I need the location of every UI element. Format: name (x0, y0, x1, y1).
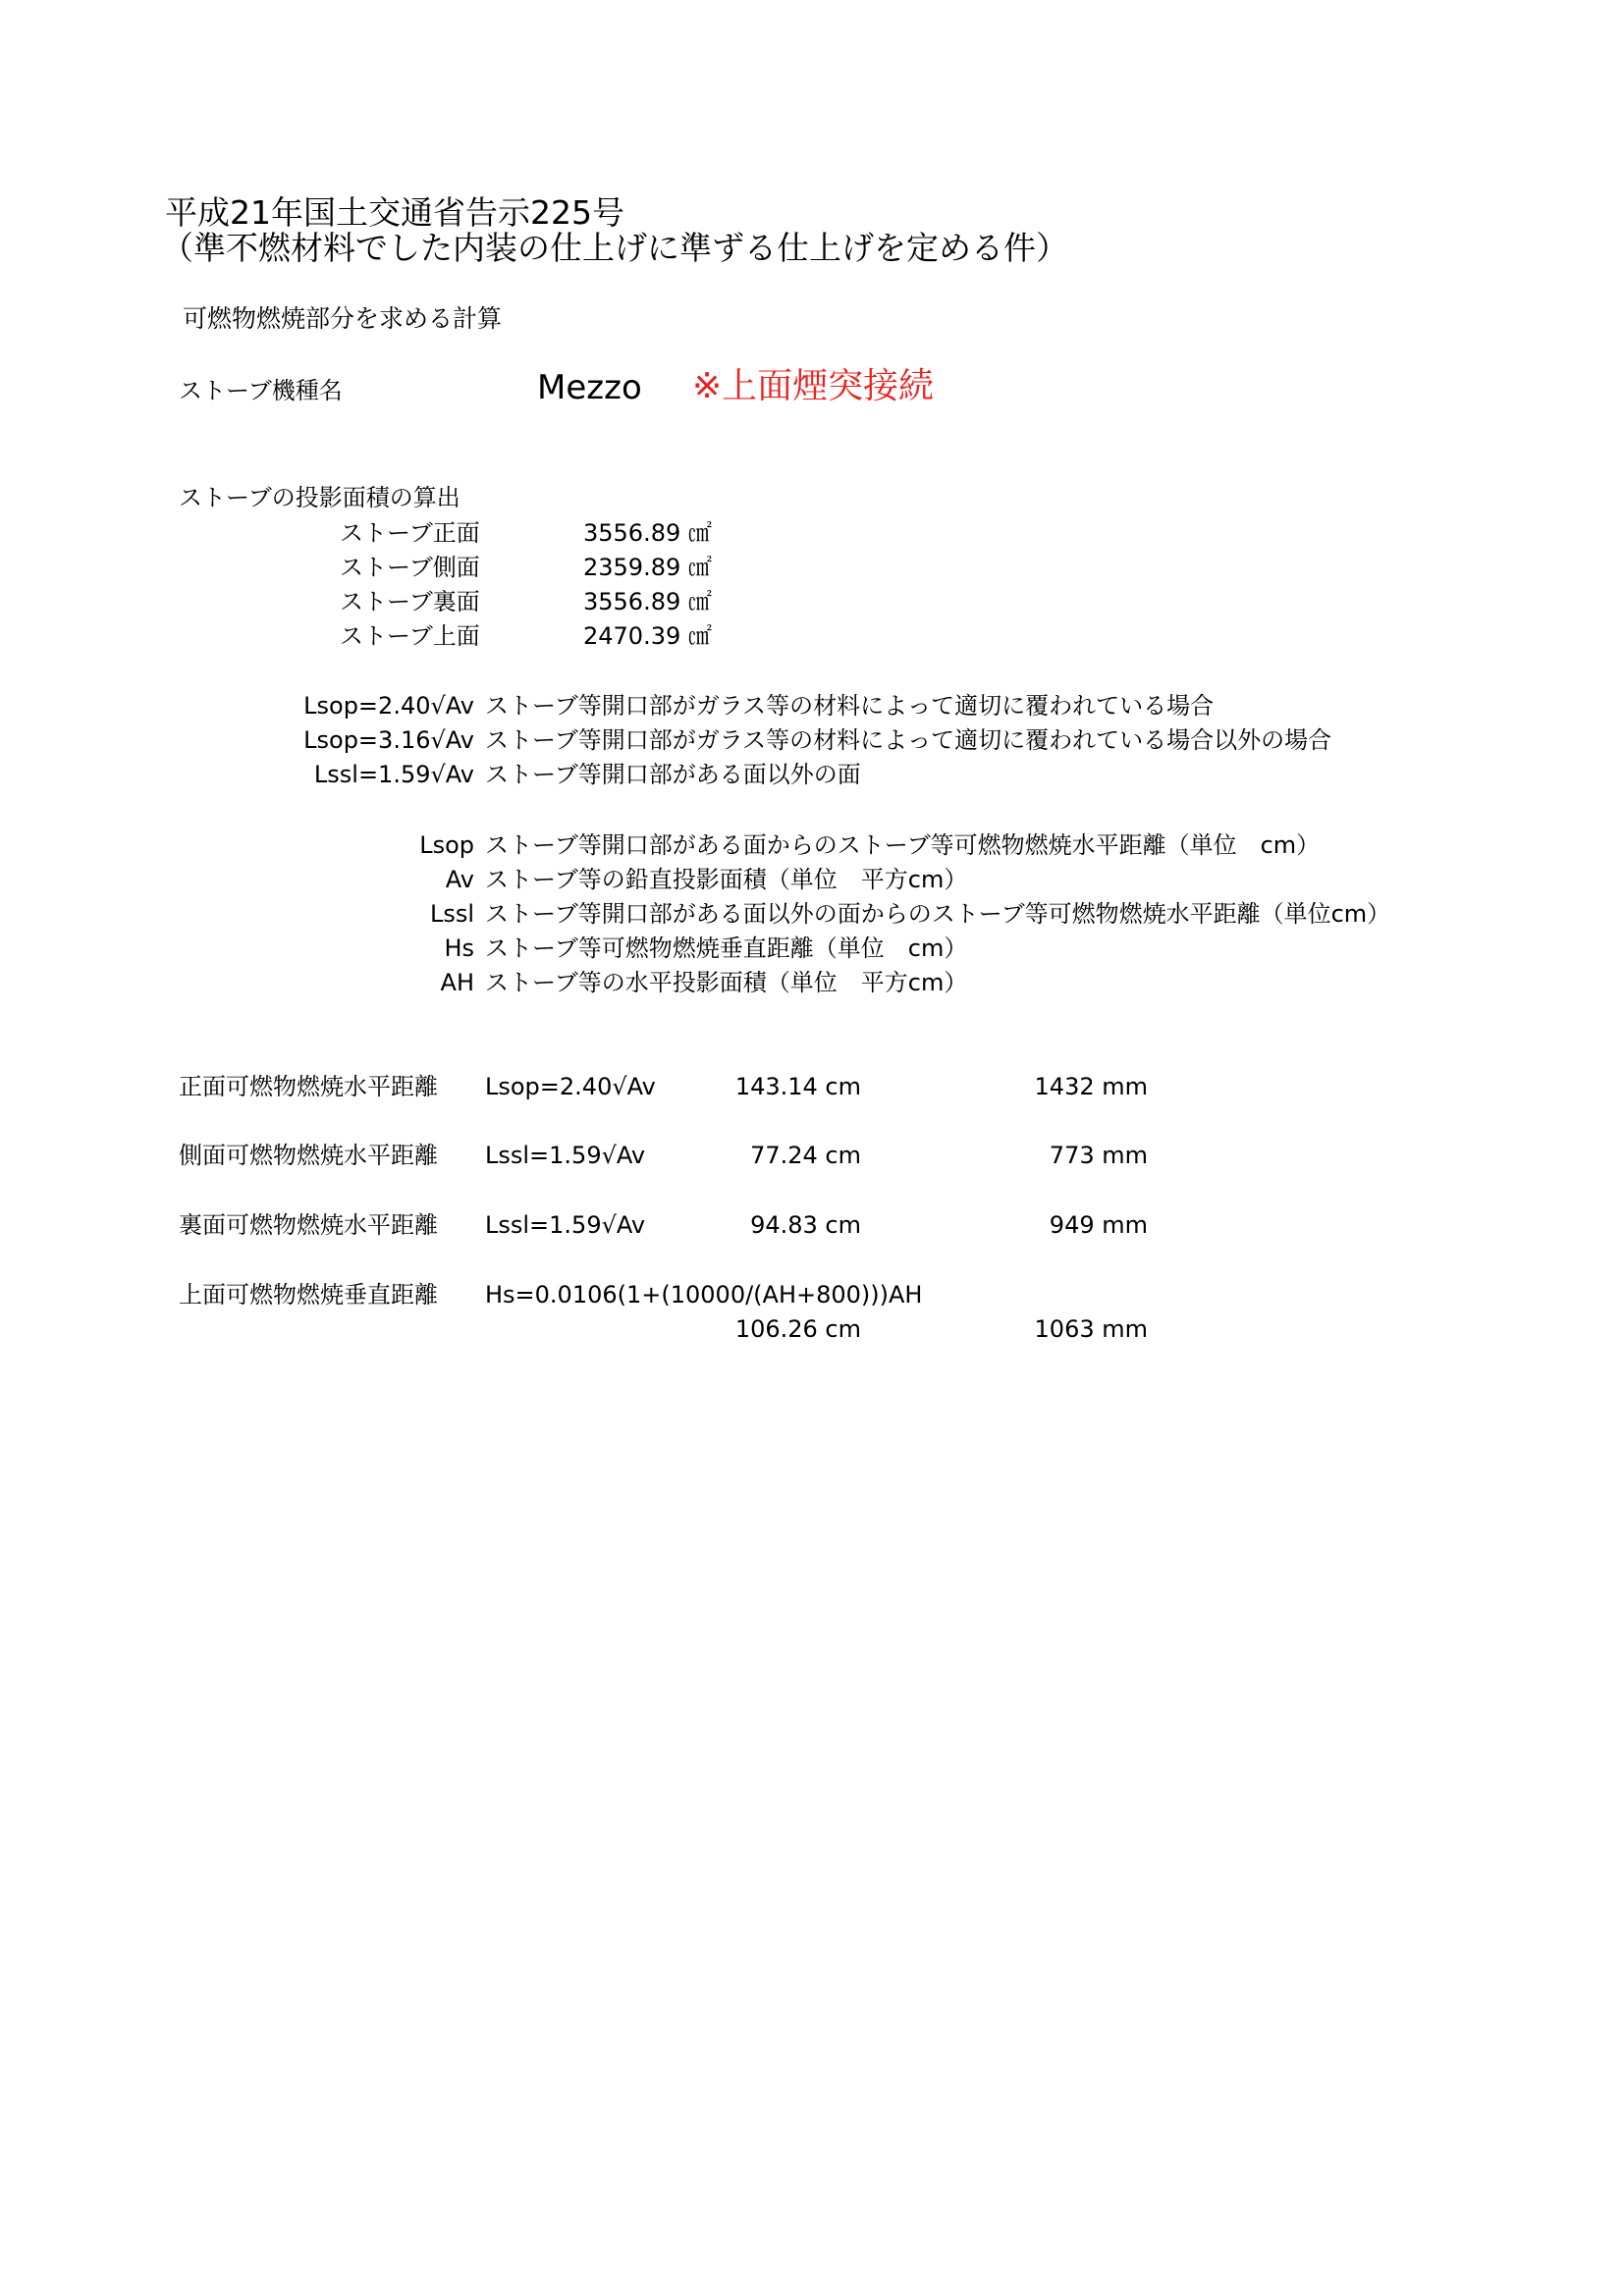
formula-desc-lsop-other: ストーブ等開口部がガラス等の材料によって適切に覆われている場合以外の場合 (485, 726, 1332, 754)
definition-desc-ah: ストーブ等の水平投影面積（単位 平方cm） (485, 969, 968, 996)
definition-symbol-av: Av (445, 866, 474, 893)
result-formula-top: Hs=0.0106(1+(10000/(AH+800)))AH (485, 1281, 923, 1308)
connection-note: ※上面煙突接続 (692, 366, 935, 406)
result-cm-front: 143.14 cm (734, 1073, 861, 1100)
formula-desc-lsop-glass: ストーブ等開口部がガラス等の材料によって適切に覆われている場合 (485, 692, 1215, 720)
definition-symbol-lsop: Lsop (419, 831, 474, 859)
result-formula-front: Lsop=2.40√Av (485, 1073, 656, 1100)
document-subtitle: （準不燃材料でした内装の仕上げに準ずる仕上げを定める件） (161, 229, 1068, 267)
definition-symbol-lssl: Lssl (429, 900, 474, 928)
result-formula-side: Lssl=1.59√Av (485, 1142, 646, 1169)
formula-lsop-other: Lsop=3.16√Av (303, 726, 474, 754)
result-mm-side: 773 mm (1049, 1142, 1148, 1169)
result-label-front: 正面可燃物燃焼水平距離 (179, 1073, 438, 1100)
formula-lsop-glass: Lsop=2.40√Av (303, 692, 474, 720)
area-value-side: 2359.89 ㎠ (583, 554, 712, 581)
area-value-top: 2470.39 ㎠ (583, 622, 712, 650)
formula-lssl: Lssl=1.59√Av (313, 761, 474, 788)
definition-desc-av: ストーブ等の鉛直投影面積（単位 平方cm） (485, 866, 968, 893)
definition-symbol-hs: Hs (444, 934, 474, 962)
formula-desc-lssl: ストーブ等開口部がある面以外の面 (485, 761, 861, 788)
section-heading: 可燃物燃焼部分を求める計算 (183, 304, 503, 333)
definition-desc-lsop: ストーブ等開口部がある面からのストーブ等可燃物燃焼水平距離（単位 cm） (485, 831, 1321, 859)
area-label-back: ストーブ裏面 (340, 588, 480, 615)
result-cm-back: 94.83 cm (750, 1211, 861, 1239)
result-mm-front: 1432 mm (1034, 1073, 1148, 1100)
area-value-back: 3556.89 ㎠ (583, 588, 712, 615)
document-title: 平成21年国土交通省告示225号 (165, 193, 624, 232)
area-label-front: ストーブ正面 (340, 519, 480, 547)
definition-desc-lssl: ストーブ等開口部がある面以外の面からのストーブ等可燃物燃焼水平距離（単位cm） (485, 900, 1391, 928)
stove-model-name: Mezzo (537, 368, 642, 407)
area-label-side: ストーブ側面 (340, 554, 480, 581)
result-label-top: 上面可燃物燃焼垂直距離 (179, 1281, 438, 1308)
result-cm-top: 106.26 cm (734, 1315, 861, 1343)
area-value-front: 3556.89 ㎠ (583, 519, 712, 547)
result-formula-back: Lssl=1.59√Av (485, 1211, 646, 1239)
result-mm-top: 1063 mm (1034, 1315, 1148, 1343)
result-cm-side: 77.24 cm (750, 1142, 861, 1169)
definition-desc-hs: ストーブ等可燃物燃焼垂直距離（単位 cm） (485, 934, 968, 962)
result-label-side: 側面可燃物燃焼水平距離 (179, 1142, 438, 1169)
stove-model-label: ストーブ機種名 (179, 377, 343, 404)
result-label-back: 裏面可燃物燃焼水平距離 (179, 1211, 438, 1239)
result-mm-back: 949 mm (1049, 1211, 1148, 1239)
projected-area-heading: ストーブの投影面積の算出 (179, 484, 460, 511)
definition-symbol-ah: AH (440, 969, 474, 996)
area-label-top: ストーブ上面 (340, 622, 480, 650)
